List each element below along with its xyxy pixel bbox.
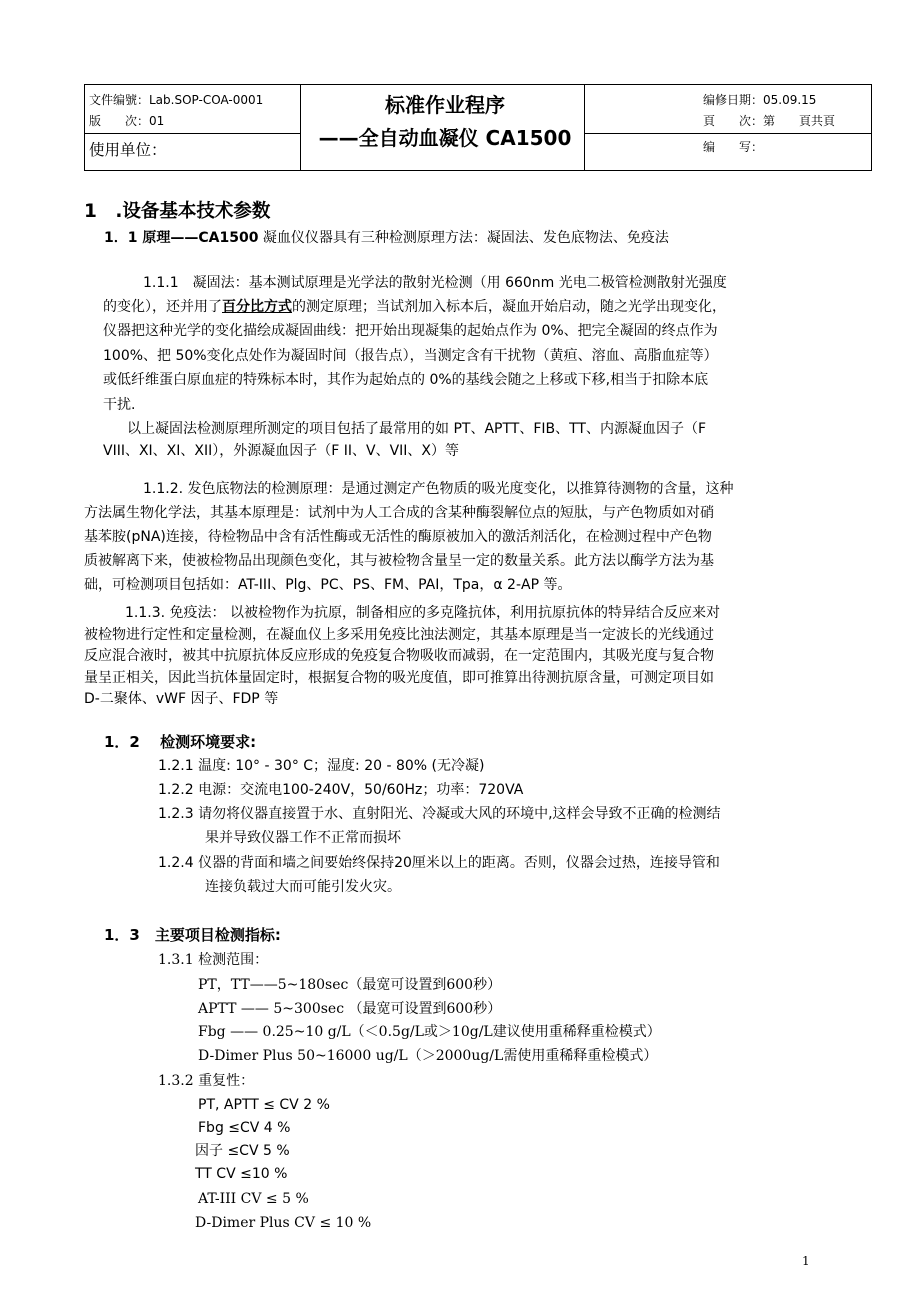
paragraph-line: 100%、把 50%变化点处作为凝固时间（报告点），当测定含有干扰物（黄疸、溶血、高脂血症等） [103, 348, 718, 364]
list-item: D-Dimer Plus 50~16000 ug/L（＞2000ug/L需使用重稀释重检模式） [198, 1048, 658, 1064]
page-info: 頁 次：第 頁共頁 [703, 114, 836, 128]
list-item: PT, APTT ≤ CV 2 % [198, 1097, 330, 1113]
list-item: Fbg ≤CV 4 % [198, 1120, 291, 1136]
list-item: PT，TT——5~180sec（最宽可设置到600秒） [198, 977, 502, 993]
section-heading: 1 .设备基本技术参数 [84, 201, 271, 222]
subsection-heading: 1．3 主要项目检测指标: [104, 926, 281, 944]
paragraph-line: VIII、XI、XI、XII），外源凝血因子（F II、V、VII、X）等 [103, 443, 460, 459]
paragraph-line: 1.1.3. 免疫法： 以被检物作为抗原，制备相应的多克隆抗体，利用抗原抗体的特异结合反应来对 [125, 605, 720, 621]
doc-number: 文件编號：Lab.SOP-COA-0001 [89, 93, 264, 107]
paragraph-line: 础，可检测项目包括如：AT-III、Plg、PC、PS、FM、PAI，Tpa，α 2-AP 等。 [84, 577, 572, 593]
list-item: 因子 ≤CV 5 % [195, 1143, 290, 1159]
list-item: 果并导致仪器工作不正常而损坏 [205, 830, 401, 846]
paragraph-line: 方法属生物化学法，其基本原理是：试剂中为人工合成的含某种酶裂解位点的短肽，与产色物质如对硝 [84, 505, 714, 521]
list-item: 1.2.3 请勿将仪器直接置于水、直射阳光、冷凝或大风的环境中,这样会导致不正确的检测结 [158, 806, 721, 822]
paragraph-line: 仪器把这种光学的变化描绘成凝固曲线：把开始出现凝集的起始点作为 0%、把完全凝固的终点作为 [103, 323, 718, 339]
header-table [84, 84, 872, 171]
paragraph-line: 以上凝固法检测原理所测定的项目包括了最常用的如 PT、APTT、FIB、TT、内源凝血因子（F [127, 421, 707, 437]
paragraph-line: 干扰. [103, 397, 136, 413]
list-item: D-Dimer Plus CV ≤ 10 % [195, 1215, 372, 1231]
list-item: 1.2.4 仪器的背面和墙之间要始终保持20厘米以上的距离。否则，仪器会过热，连接导管和 [158, 855, 720, 871]
list-label: 1.3.2 重复性： [158, 1073, 255, 1089]
list-item: APTT —— 5~300sec （最宽可设置到600秒） [198, 1001, 502, 1017]
doc-subtitle: ——全自动血凝仪 CA1500 [318, 126, 572, 150]
list-item: AT-III CV ≤ 5 % [198, 1191, 309, 1207]
paragraph-line: 反应混合液时，被其中抗原抗体反应形成的免疫复合物吸收而减弱，在一定范围内，其吸光度与复合物 [84, 648, 714, 664]
subsection-heading: 1．2 检测环境要求: [104, 733, 257, 751]
paragraph-line: 量呈正相关，因此当抗体量固定时，根据复合物的吸光度值，即可推算出待测抗原含量，可测定项目如 [84, 670, 714, 686]
paragraph-line: 被检物进行定性和定量检测，在凝血仪上多采用免疫比浊法测定，其基本原理是当一定波长的光线通过 [84, 627, 714, 643]
header-divider [300, 85, 301, 170]
list-item: 1.2.1 温度: 10° - 30° C；湿度: 20 - 80% (无冷凝) [158, 758, 485, 774]
version: 版 次：01 [89, 114, 165, 128]
subsection-text: 凝血仪仪器具有三种检测原理方法：凝固法、发色底物法、免疫法 [258, 230, 669, 246]
writer: 编 写： [703, 140, 764, 154]
paragraph-line: 质被解离下来，使被检物品出现颜色变化，其与被检物含量呈一定的数量关系。此方法以酶学方法为基 [84, 553, 714, 569]
page-number: 1 [802, 1254, 810, 1268]
header-divider [584, 133, 871, 134]
use-unit: 使用单位： [89, 141, 167, 159]
doc-title: 标准作业程序 [385, 93, 505, 117]
paragraph-line: 1.1.2. 发色底物法的检测原理：是通过测定产色物质的吸光度变化，以推算待测物的含量，这种 [143, 481, 734, 497]
paragraph-line: 1.1.1 凝固法：基本测试原理是光学法的散射光检测（用 660nm 光电二极管检测散射光强度 [143, 275, 727, 291]
subsection-heading: 1．1 原理——CA1500 [104, 230, 259, 246]
paragraph-line: 的变化），还并用了百分比方式的测定原理；当试剂加入标本后，凝血开始启动，随之光学出现变化， [103, 299, 726, 315]
list-item: 1.2.2 电源：交流电100-240V，50/60Hz；功率：720VA [158, 782, 524, 798]
list-item: 连接负载过大而可能引发火灾。 [205, 879, 401, 895]
paragraph-line: D-二聚体、vWF 因子、FDP 等 [84, 691, 279, 707]
list-item: Fbg —— 0.25~10 g/L（＜0.5g/L或＞10g/L建议使用重稀释重检模式） [198, 1024, 661, 1040]
revise-date: 编修日期：05.09.15 [703, 93, 817, 107]
subsection-1-1 [104, 230, 669, 246]
list-item: TT CV ≤10 % [195, 1166, 288, 1182]
header-divider [85, 133, 300, 134]
underlined-term: 百分比方式 [222, 299, 292, 315]
paragraph-line: 或低纤维蛋白原血症的特殊标本时，其作为起始点的 0%的基线会随之上移或下移,相当于扣除本底 [103, 372, 709, 388]
list-label: 1.3.1 检测范围： [158, 952, 269, 968]
paragraph-line: 基苯胺(pNA)连接，待检物品中含有活性酶或无活性的酶原被加入的激活剂活化，在检测过程中产色物 [84, 529, 712, 545]
